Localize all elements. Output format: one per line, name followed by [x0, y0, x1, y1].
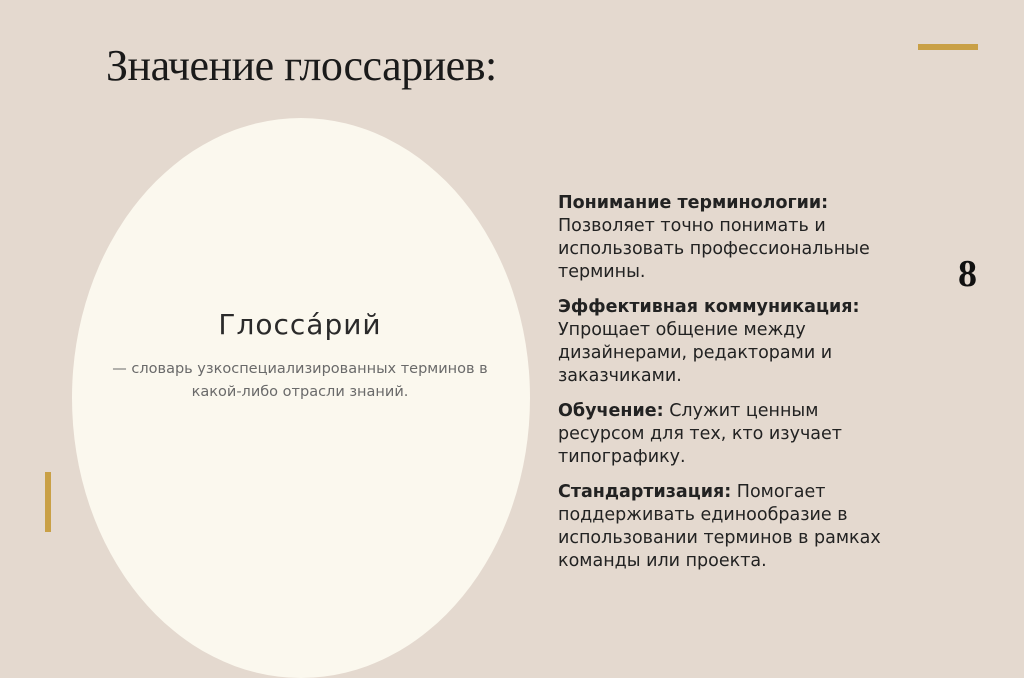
- point-text: Упрощает общение между дизайнерами, редакторами и заказчиками.: [558, 320, 833, 386]
- point-terminology: [558, 192, 908, 284]
- points-list: [558, 192, 908, 585]
- point-standardization: [558, 481, 908, 573]
- point-communication: [558, 296, 908, 388]
- glossary-term: Глосса́рий: [218, 308, 382, 341]
- glossary-definition: — словарь узкоспециализированных терминов в какой-либо отрасли знаний.: [112, 361, 488, 400]
- slide-title: Значение глоссариев:: [106, 41, 497, 90]
- point-heading: Обучение:: [558, 401, 664, 421]
- slide-number: 8: [958, 253, 977, 295]
- point-text: Служит ценным ресурсом для тех, кто изучает типографику.: [558, 401, 842, 467]
- point-heading: Эффективная коммуникация:: [558, 297, 860, 317]
- point-text: Помогает поддерживать единообразие в использовании терминов в рамках команды или проекта.: [558, 482, 881, 571]
- point-heading: Стандартизация:: [558, 482, 732, 502]
- accent-bar-left: [45, 472, 51, 532]
- point-heading: Понимание терминологии:: [558, 193, 829, 213]
- point-learning: [558, 400, 908, 469]
- accent-bar-top: [918, 44, 978, 50]
- point-text: Позволяет точно понимать и использовать профессиональные термины.: [558, 216, 870, 282]
